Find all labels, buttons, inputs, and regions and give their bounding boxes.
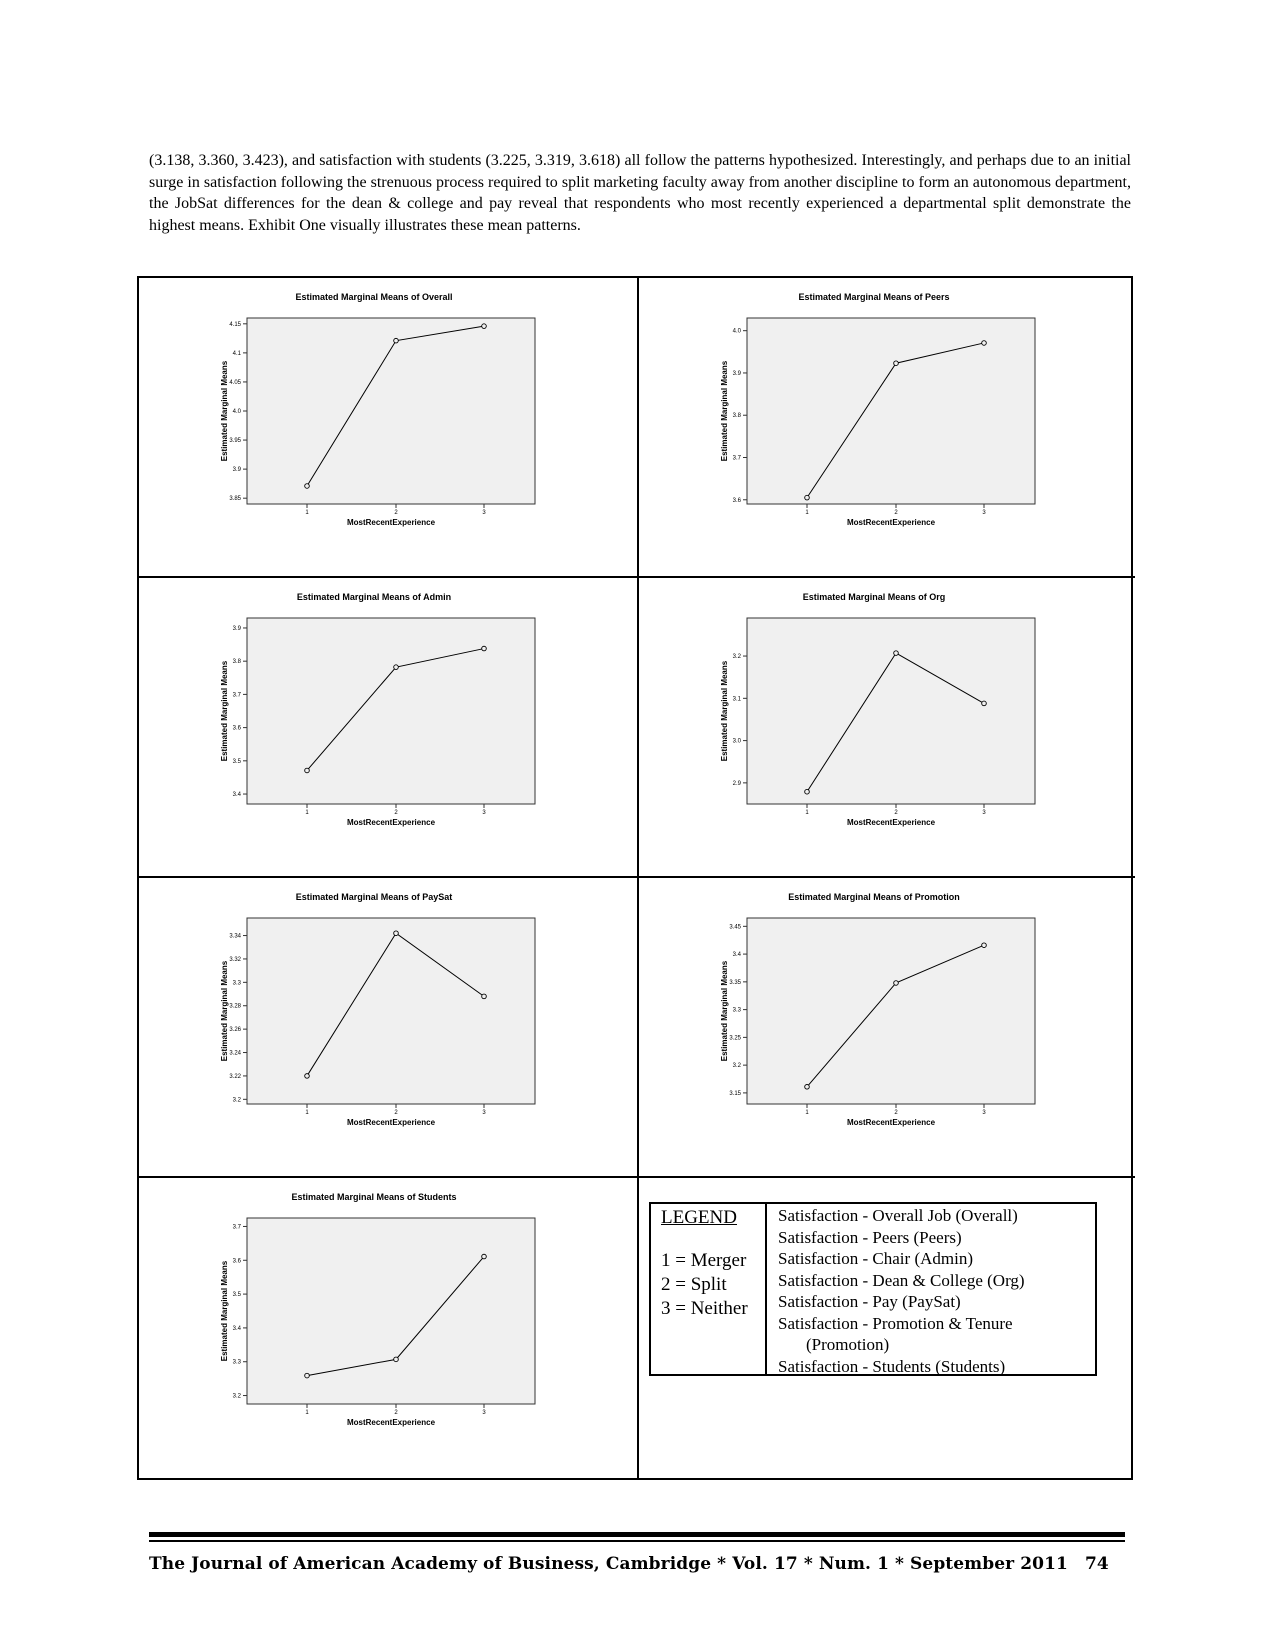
chart-title: Estimated Marginal Means of Peers [798,292,950,302]
plot-area [747,318,1035,504]
y-tick-label: 3.3 [732,1007,741,1014]
page-number: 74 [1085,1554,1109,1574]
x-tick-label: 2 [894,510,898,516]
legend-entry: Satisfaction - Dean & College (Org) [778,1270,1025,1290]
x-tick-label: 3 [482,810,486,816]
x-tick-label: 1 [805,810,809,816]
x-tick-label: 2 [394,510,398,516]
x-tick-label: 1 [305,810,309,816]
legend-key-neither: 3 = Neither [661,1298,748,1319]
y-tick-label: 3.1 [732,696,741,703]
x-axis-label: MostRecentExperience [846,518,936,527]
x-tick-label: 3 [482,1410,486,1416]
data-point [305,484,310,489]
chart-cell-overall [139,278,637,578]
y-tick-label: 3.0 [732,738,741,745]
y-tick-label: 3.9 [232,625,241,632]
legend-cell [637,1178,1135,1478]
legend-entry: Satisfaction - Peers (Peers) [778,1227,962,1247]
legend-entry: Satisfaction - Chair (Admin) [778,1249,973,1268]
legend-title: LEGEND [661,1207,737,1228]
chart-cell-students [139,1178,637,1478]
legend-table [649,1202,1097,1376]
legend-entry: Satisfaction - Overall Job (Overall) [778,1206,1018,1225]
data-point [305,1074,310,1079]
x-axis-label: MostRecentExperience [346,818,436,827]
legend-entry: (Promotion) [806,1335,890,1354]
data-point [982,341,987,346]
plot-area [247,318,535,504]
data-point [805,495,810,500]
x-axis-label: MostRecentExperience [346,518,436,527]
data-point [394,1357,399,1362]
data-point [394,665,399,670]
data-point [894,361,899,366]
chart-paysat [139,878,633,1176]
y-tick-label: 3.7 [232,692,241,699]
chart-cell-paysat [139,878,637,1178]
y-tick-label: 4.0 [732,328,741,335]
chart-title: Estimated Marginal Means of Promotion [788,892,960,902]
data-point [894,981,899,986]
legend-entry: Satisfaction - Students (Students) [778,1356,1006,1376]
footer-rule-thick [149,1532,1125,1537]
y-tick-label: 3.26 [229,1027,241,1034]
y-axis-label: Estimated Marginal Means [220,960,229,1062]
legend-entry: Satisfaction - Promotion & Tenure [778,1313,1013,1333]
y-tick-label: 3.32 [229,956,241,963]
legend-key-column [651,1204,767,1374]
y-axis-label: Estimated Marginal Means [220,1260,229,1362]
y-tick-label: 3.22 [229,1073,241,1080]
y-tick-label: 3.8 [732,413,741,420]
y-tick-label: 3.15 [729,1090,741,1097]
chart-cell-org [637,578,1135,878]
y-tick-label: 3.5 [232,758,241,765]
x-tick-label: 3 [982,510,986,516]
legend-entry: Satisfaction - Pay (PaySat) [778,1292,961,1311]
plot-area [747,918,1035,1104]
y-tick-label: 4.1 [232,350,241,357]
y-tick-label: 3.2 [232,1393,241,1400]
y-tick-label: 3.2 [232,1097,241,1104]
x-tick-label: 1 [305,1110,309,1116]
data-point [482,646,487,651]
chart-promotion [639,878,1133,1176]
y-tick-label: 3.35 [729,979,741,986]
chart-org [639,578,1133,876]
y-tick-label: 3.95 [229,438,241,445]
x-tick-label: 1 [805,510,809,516]
y-tick-label: 3.28 [229,1003,241,1010]
y-tick-label: 3.4 [232,1325,241,1332]
x-tick-label: 3 [482,510,486,516]
data-point [805,1084,810,1089]
data-point [482,994,487,999]
y-tick-label: 3.6 [732,497,741,504]
y-tick-label: 3.7 [732,455,741,462]
y-tick-label: 3.85 [229,496,241,503]
y-tick-label: 3.3 [232,1359,241,1366]
body-paragraph: (3.138, 3.360, 3.423), and satisfaction with students (3.225, 3.319, 3.618) all follow the patterns hypothesized. Interestingly, and perhaps due to an initial surge in satisfaction following the strenuous process required to split marketing faculty away from another discipline to form an autonomous department, the JobSat differences for the dean & college and pay reveal that respondents who most recently experienced a departmental split demonstrate the highest means. Exhibit One visually illustrates these mean patterns. [149,152,1131,234]
chart-title: Estimated Marginal Means of PaySat [295,892,453,902]
x-axis-label: MostRecentExperience [346,1118,436,1127]
data-point [805,789,810,794]
x-tick-label: 2 [394,1410,398,1416]
data-point [394,338,399,343]
chart-title: Estimated Marginal Means of Overall [295,292,453,302]
y-tick-label: 4.0 [232,409,241,415]
y-tick-label: 4.15 [229,321,241,328]
y-tick-label: 3.2 [732,654,741,661]
journal-footer: The Journal of American Academy of Business, Cambridge * Vol. 17 * Num. 1 * September 2011 [149,1554,1068,1574]
x-axis-label: MostRecentExperience [846,1118,936,1127]
y-axis-label: Estimated Marginal Means [720,660,729,762]
y-tick-label: 3.3 [232,980,241,987]
exhibit-one-grid [137,276,1133,1480]
chart-cell-peers [637,278,1135,578]
chart-students [139,1178,633,1476]
data-point [394,931,399,936]
y-tick-label: 3.7 [232,1224,241,1231]
y-axis-label: Estimated Marginal Means [720,960,729,1062]
y-tick-label: 3.6 [232,725,241,732]
x-tick-label: 3 [982,1110,986,1116]
data-point [982,701,987,706]
data-point [982,943,987,948]
footer-rule-thin [149,1540,1125,1542]
y-tick-label: 3.34 [229,933,241,940]
y-tick-label: 3.4 [232,792,241,799]
y-tick-label: 3.9 [232,467,241,474]
y-tick-label: 3.25 [729,1035,741,1042]
data-point [305,768,310,773]
x-tick-label: 3 [982,810,986,816]
y-axis-label: Estimated Marginal Means [720,360,729,462]
y-axis-label: Estimated Marginal Means [220,660,229,762]
data-point [305,1373,310,1378]
y-tick-label: 3.5 [232,1292,241,1299]
chart-title: Estimated Marginal Means of Students [291,1192,457,1202]
legend-key-merger: 1 = Merger [661,1250,747,1271]
y-tick-label: 3.2 [732,1063,741,1070]
x-tick-label: 1 [305,1410,309,1416]
chart-title: Estimated Marginal Means of Org [802,592,946,602]
y-tick-label: 3.24 [229,1050,241,1057]
chart-peers [639,278,1133,576]
y-tick-label: 2.9 [732,780,741,787]
y-tick-label: 3.4 [732,952,741,959]
chart-admin [139,578,633,876]
x-tick-label: 2 [394,1110,398,1116]
y-tick-label: 3.45 [729,924,741,931]
chart-cell-admin [139,578,637,878]
y-axis-label: Estimated Marginal Means [220,360,229,462]
plot-area [747,618,1035,804]
x-axis-label: MostRecentExperience [346,1418,436,1427]
x-tick-label: 1 [305,510,309,516]
data-point [482,1254,487,1259]
y-tick-label: 3.9 [732,370,741,377]
chart-cell-promotion [637,878,1135,1178]
data-point [894,651,899,656]
x-tick-label: 2 [394,810,398,816]
y-tick-label: 4.05 [229,379,241,386]
x-axis-label: MostRecentExperience [846,818,936,827]
chart-overall [139,278,633,576]
legend-key-split: 2 = Split [661,1274,727,1295]
y-tick-label: 3.8 [232,659,241,666]
x-tick-label: 2 [894,1110,898,1116]
chart-title: Estimated Marginal Means of Admin [296,592,452,602]
x-tick-label: 3 [482,1110,486,1116]
x-tick-label: 1 [805,1110,809,1116]
plot-area [247,918,535,1104]
plot-area [247,618,535,804]
data-point [482,324,487,329]
plot-area [247,1218,535,1404]
y-tick-label: 3.6 [232,1258,241,1265]
x-tick-label: 2 [894,810,898,816]
legend-entries-column [767,1204,1025,1374]
